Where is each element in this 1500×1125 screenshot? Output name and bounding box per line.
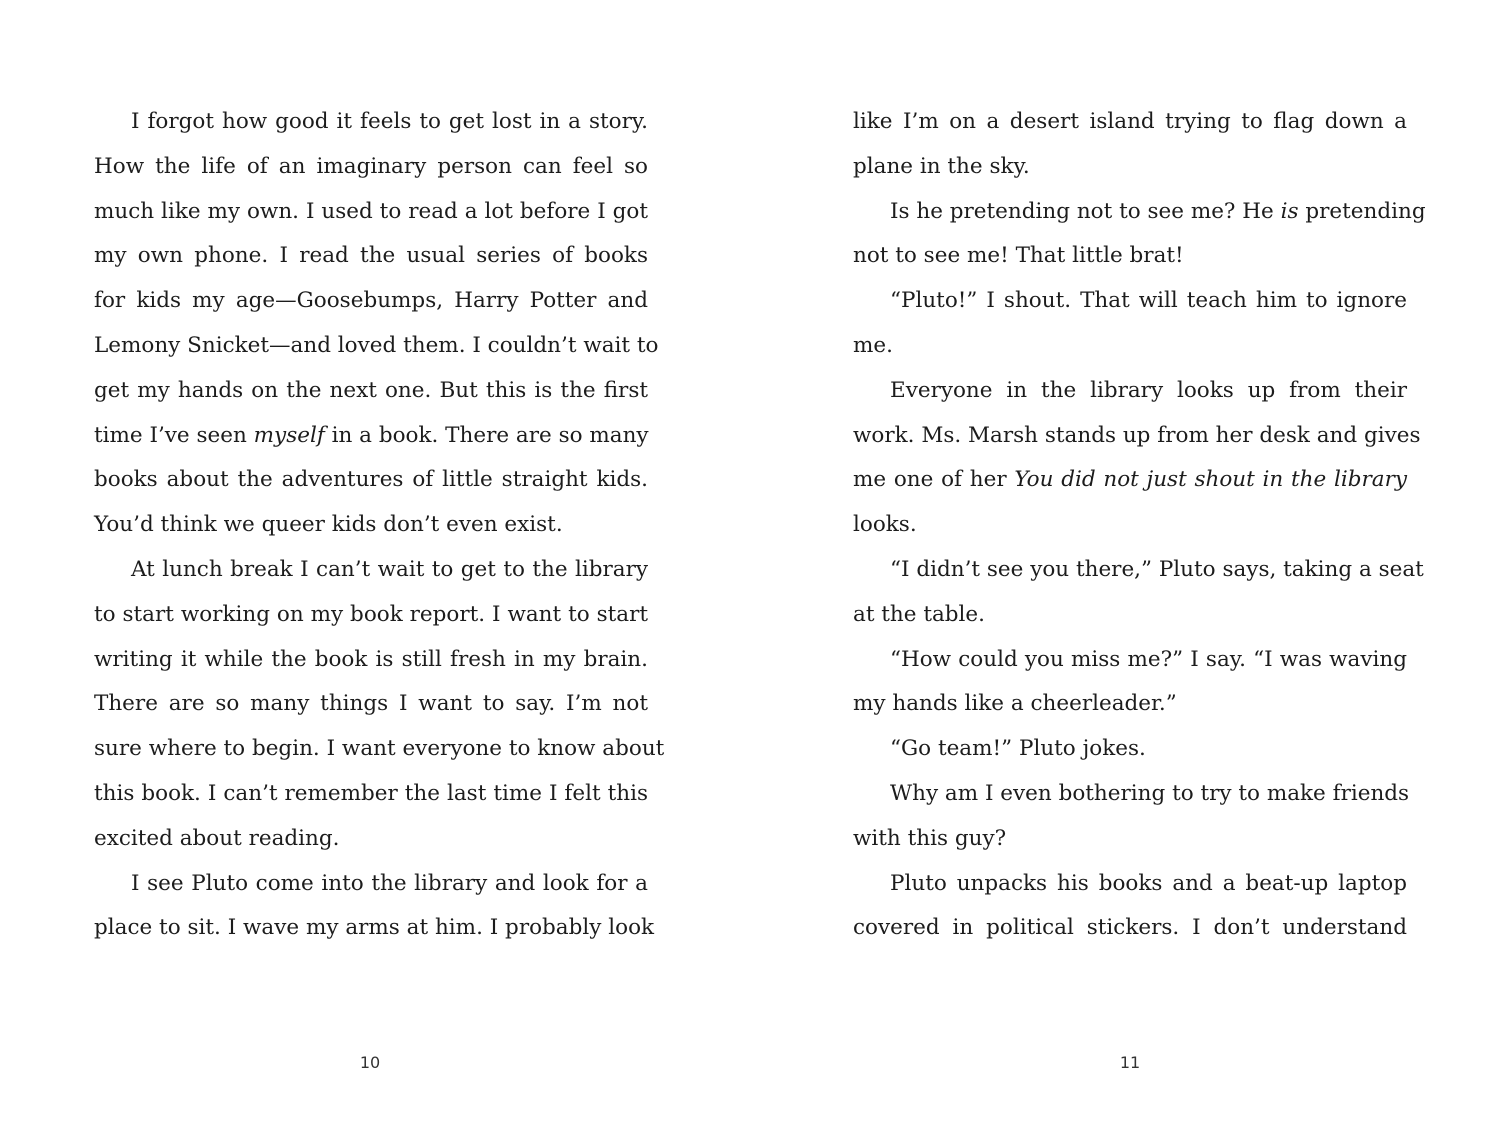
text-segment: pretending [1298, 198, 1426, 224]
text-line: excited about reading. [94, 825, 340, 851]
text-line [94, 421, 648, 451]
text-segment: Is he pretending not to see me? He [890, 198, 1281, 224]
emphasis-text: is [1280, 198, 1299, 224]
text-line: get my hands on the next one. But this is the first [94, 377, 648, 403]
text-line: At lunch break I can’t wait to get to the library [131, 557, 648, 582]
text-line: Why am I even bothering to try to make friends [890, 781, 1410, 806]
page-number-left: 10 [359, 1053, 381, 1072]
text-line: “Go team!” Pluto jokes. [890, 736, 1146, 762]
text-line: I forgot how good it feels to get lost in a story. [131, 109, 648, 134]
text-line: with this guy? [853, 825, 1007, 851]
text-line: “I didn’t see you there,” Pluto says, taking a seat [890, 557, 1424, 582]
text-line: me. [853, 333, 893, 358]
text-line: for kids my age—Goosebumps, Harry Potter and [94, 288, 648, 314]
text-line: work. Ms. Marsh stands up from her desk and gives [853, 422, 1421, 448]
text-line: Everyone in the library looks up from their [890, 377, 1407, 403]
text-line: to start working on my book report. I want to start [94, 601, 648, 627]
text-line: at the table. [853, 601, 985, 627]
text-line: Pluto unpacks his books and a beat-up laptop [890, 870, 1407, 896]
text-line: like I’m on a desert island trying to flag down a [853, 109, 1407, 134]
text-line: looks. [853, 512, 917, 538]
text-line: sure where to begin. I want everyone to know about [94, 736, 665, 762]
emphasis-text: You did not just shout in the library [1014, 467, 1407, 493]
text-line: my own phone. I read the usual series of books [94, 243, 648, 269]
page-number-right: 11 [1119, 1053, 1141, 1072]
text-segment: time I’ve seen [94, 422, 254, 448]
right-page [750, 0, 1500, 1125]
text-line: “How could you miss me?” I say. “I was waving [890, 646, 1407, 672]
text-segment: me one of her [853, 467, 1015, 493]
text-line: Lemony Snicket—and loved them. I couldn’t wait to [94, 333, 659, 358]
text-line: covered in political stickers. I don’t understand [853, 915, 1407, 941]
text-line: books about the adventures of little straight kids. [94, 467, 648, 493]
emphasis-text: myself [253, 422, 325, 448]
text-line: I see Pluto come into the library and look for a [131, 870, 648, 896]
text-line: place to sit. I wave my arms at him. I probably look [94, 915, 655, 941]
text-line: writing it while the book is still fresh in my brain. [94, 646, 648, 672]
text-line: this book. I can’t remember the last time I felt this [94, 781, 648, 806]
text-line: “Pluto!” I shout. That will teach him to ignore [890, 288, 1407, 314]
text-line: You’d think we queer kids don’t even exist. [94, 512, 563, 538]
text-line: my hands like a cheerleader.” [853, 691, 1177, 717]
text-line: There are so many things I want to say. I’m not [94, 691, 648, 717]
text-line: not to see me! That little brat! [853, 243, 1184, 269]
text-line: much like my own. I used to read a lot before I got [94, 198, 648, 224]
text-line [853, 465, 1407, 495]
text-segment: in a book. There are so many [324, 422, 649, 448]
text-line: plane in the sky. [853, 153, 1030, 179]
text-line [890, 197, 1426, 227]
text-line: How the life of an imaginary person can feel so [94, 153, 648, 179]
